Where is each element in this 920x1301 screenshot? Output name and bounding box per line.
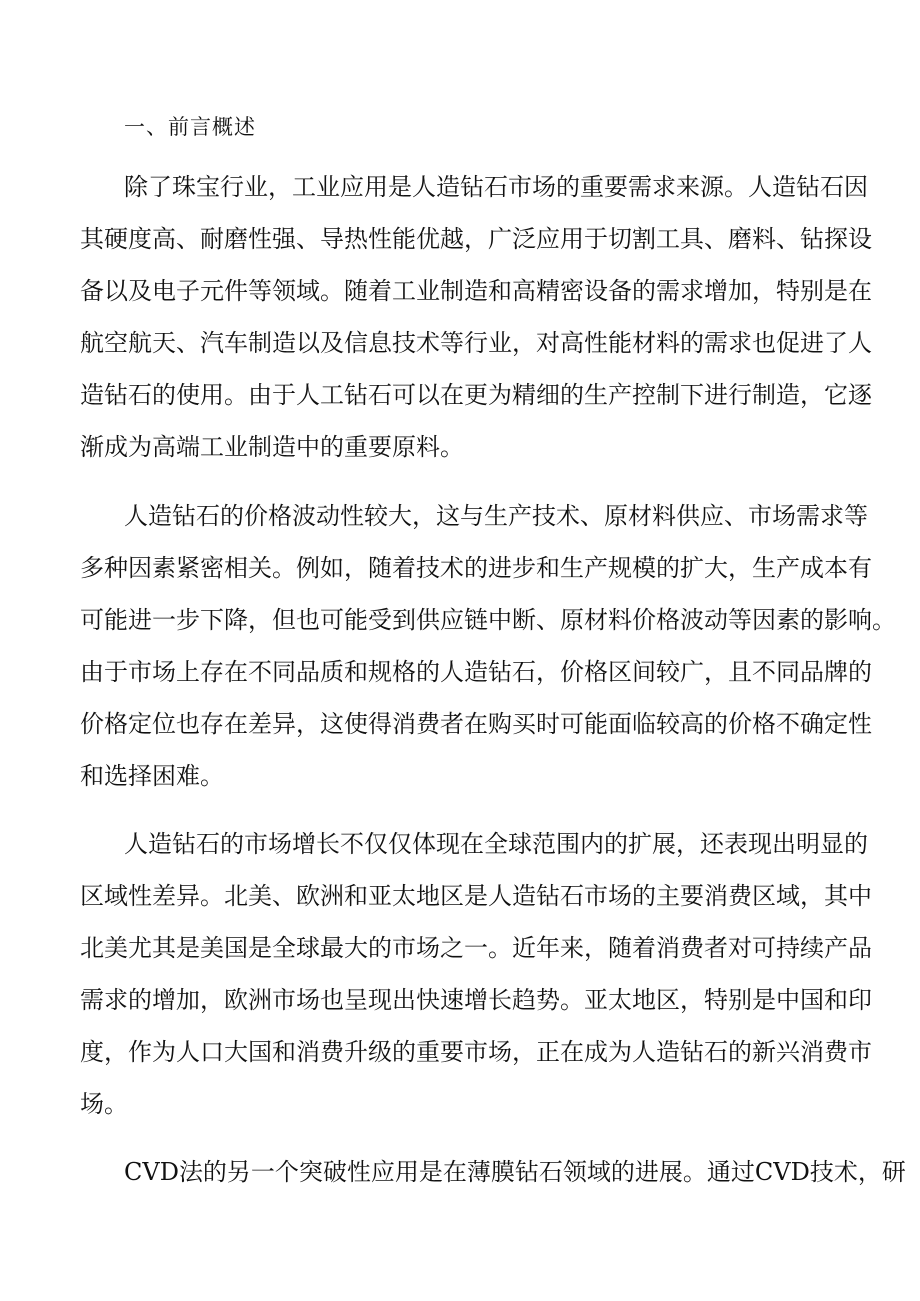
- section-heading: 一、前言概述: [124, 115, 256, 139]
- paragraph-3-line-5: 度，作为人口大国和消费升级的重要市场，正在成为人造钻石的新兴消费市: [80, 1038, 872, 1066]
- paragraph-2-line-2: 多种因素紧密相关。例如，随着技术的进步和生产规模的扩大，生产成本有: [80, 554, 872, 582]
- paragraph-2-line-6: 和选择困难。: [80, 762, 224, 790]
- paragraph-3-line-2: 区域性差异。北美、欧洲和亚太地区是人造钻石市场的主要消费区域，其中: [80, 882, 872, 910]
- paragraph-3-line-4: 需求的增加，欧洲市场也呈现出快速增长趋势。亚太地区，特别是中国和印: [80, 986, 872, 1014]
- paragraph-2-line-3: 可能进一步下降，但也可能受到供应链中断、原材料价格波动等因素的影响。: [80, 606, 896, 634]
- paragraph-2-line-5: 价格定位也存在差异，这使得消费者在购买时可能面临较高的价格不确定性: [80, 710, 872, 738]
- paragraph-1-line-6: 渐成为高端工业制造中的重要原料。: [80, 433, 464, 461]
- paragraph-3-line-1: 人造钻石的市场增长不仅仅体现在全球范围内的扩展，还表现出明显的: [124, 830, 868, 858]
- paragraph-1-line-5: 造钻石的使用。由于人工钻石可以在更为精细的生产控制下进行制造，它逐: [80, 381, 872, 409]
- paragraph-1-line-2: 其硬度高、耐磨性强、导热性能优越，广泛应用于切割工具、磨料、钻探设: [80, 225, 872, 253]
- paragraph-3-line-6: 场。: [80, 1090, 128, 1118]
- paragraph-1-line-4: 航空航天、汽车制造以及信息技术等行业，对高性能材料的需求也促进了人: [80, 329, 872, 357]
- paragraph-2-line-1: 人造钻石的价格波动性较大，这与生产技术、原材料供应、市场需求等: [124, 502, 868, 530]
- paragraph-1-line-3: 备以及电子元件等领域。随着工业制造和高精密设备的需求增加，特别是在: [80, 277, 872, 305]
- paragraph-4-line-1: CVD法的另一个突破性应用是在薄膜钻石领域的进展。通过CVD技术，研: [124, 1158, 906, 1186]
- paragraph-3-line-3: 北美尤其是美国是全球最大的市场之一。近年来，随着消费者对可持续产品: [80, 934, 872, 962]
- paragraph-1-line-1: 除了珠宝行业，工业应用是人造钻石市场的重要需求来源。人造钻石因: [124, 173, 868, 201]
- paragraph-2-line-4: 由于市场上存在不同品质和规格的人造钻石，价格区间较广，且不同品牌的: [80, 658, 872, 686]
